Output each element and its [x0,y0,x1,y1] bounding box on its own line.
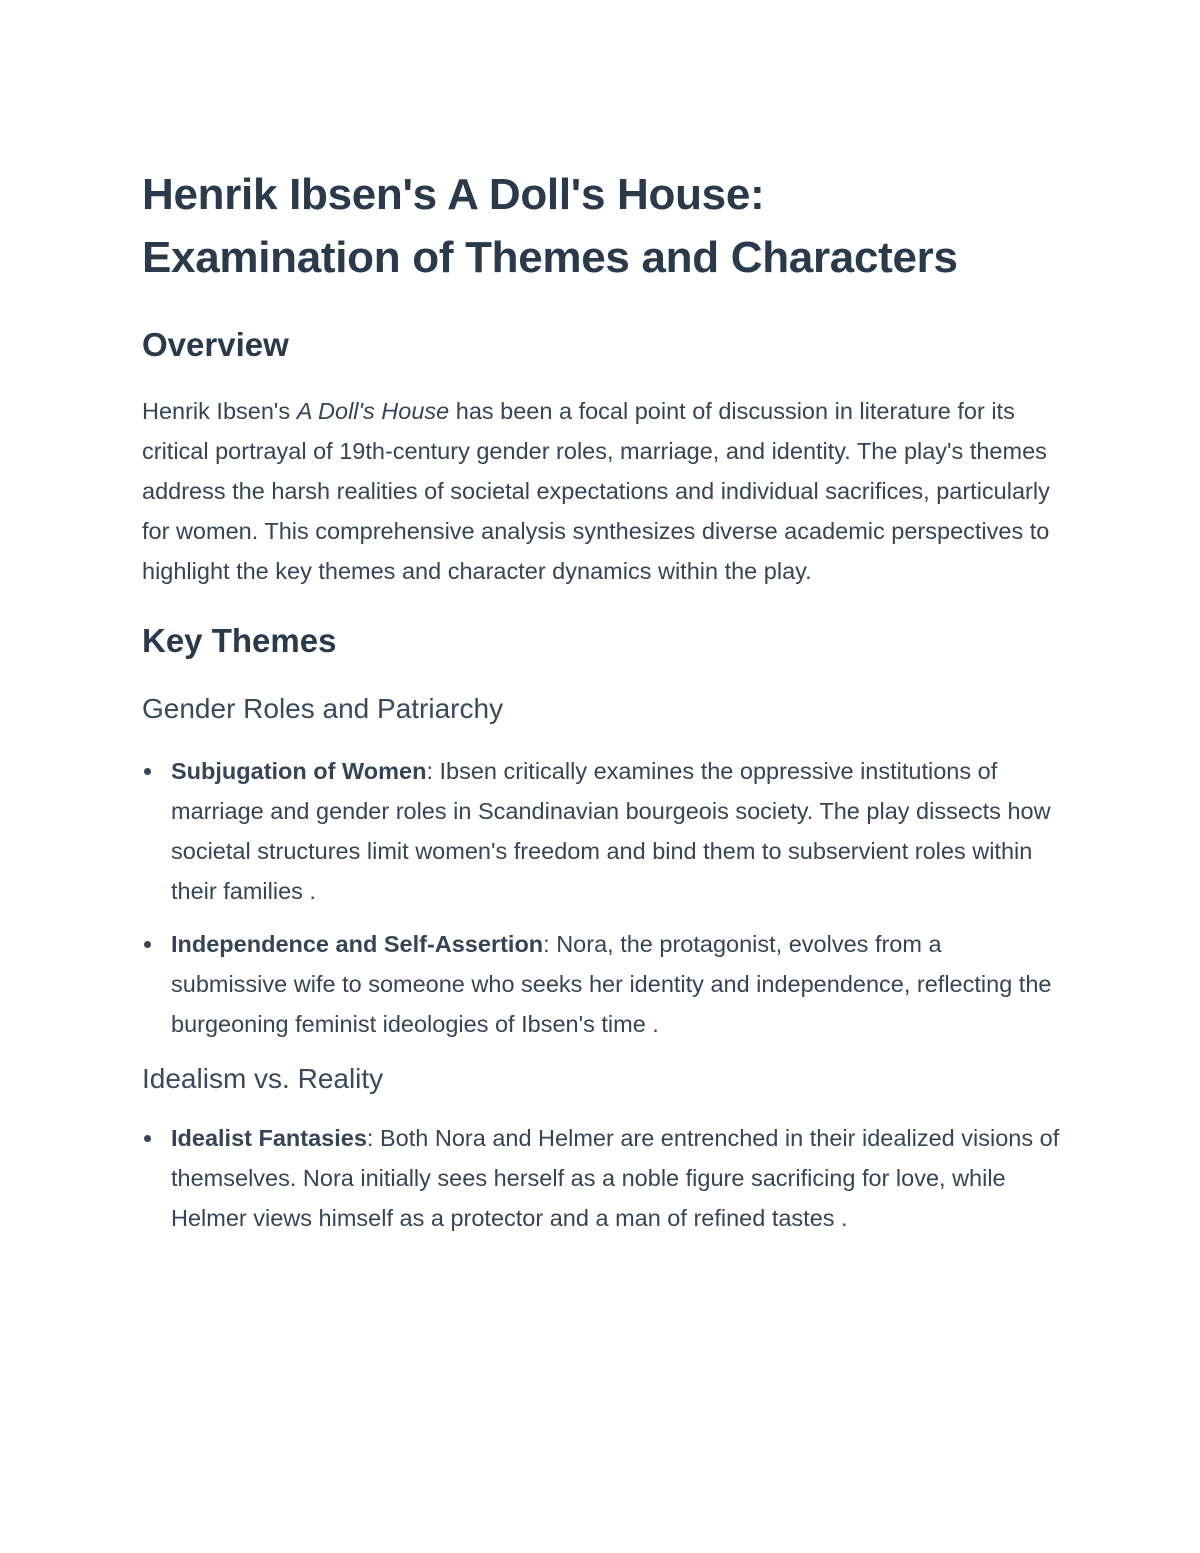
list-item-term: Independence and Self-Assertion [171,931,544,957]
overview-text-start: Henrik Ibsen's [142,398,297,424]
document-page [142,163,1062,1238]
play-title-italic: A Doll's House [296,398,450,424]
list-item [142,1118,1062,1238]
list-item-term: Subjugation of Women [171,758,427,784]
list-item-term: Idealist Fantasies [171,1125,367,1151]
overview-text-end: has been a focal point of discussion in literature for its critical portrayal of 19th-century gender roles, marriage, and identity. The play's themes address the harsh realities of societal expectations and individual sacrifices, particularly for women. This comprehensive analysis synthesizes diverse academic perspectives to highlight the key themes and character dynamics within the play. [142,398,1050,584]
key-themes-heading: Key Themes [142,622,337,659]
subheading-gender-roles: Gender Roles and Patriarchy [142,693,504,724]
subheading-idealism-reality: Idealism vs. Reality [142,1063,384,1094]
overview-heading: Overview [142,326,289,363]
list-item-text: : Both Nora and Helmer are entrenched in their idealized visions of themselves. Nora initially sees herself as a noble figure sacrificing for love, while Helmer views himself as a protector and a man of refined tastes . [171,1125,1060,1231]
list-item [142,924,1062,1044]
gender-roles-list [142,751,1062,1044]
title-line-1: Henrik Ibsen's A Doll's House: [142,170,765,219]
list-item-text: : Nora, the protagonist, evolves from a submissive wife to someone who seeks her identity and independence, reflecting the burgeoning feminist ideologies of Ibsen's time . [171,931,1052,1037]
list-item [142,751,1062,911]
list-item-text: : Ibsen critically examines the oppressive institutions of marriage and gender roles in Scandinavian bourgeois society. The play dissects how societal structures limit women's freedom and bind them to subservient roles within their families . [171,758,1051,904]
bullet-icon [144,941,151,948]
overview-paragraph [142,391,1062,591]
idealism-reality-list [142,1118,1062,1238]
bullet-icon [144,768,151,775]
title-line-2: Examination of Themes and Characters [142,233,958,282]
bullet-icon [144,1135,151,1142]
document-title [142,163,1062,289]
